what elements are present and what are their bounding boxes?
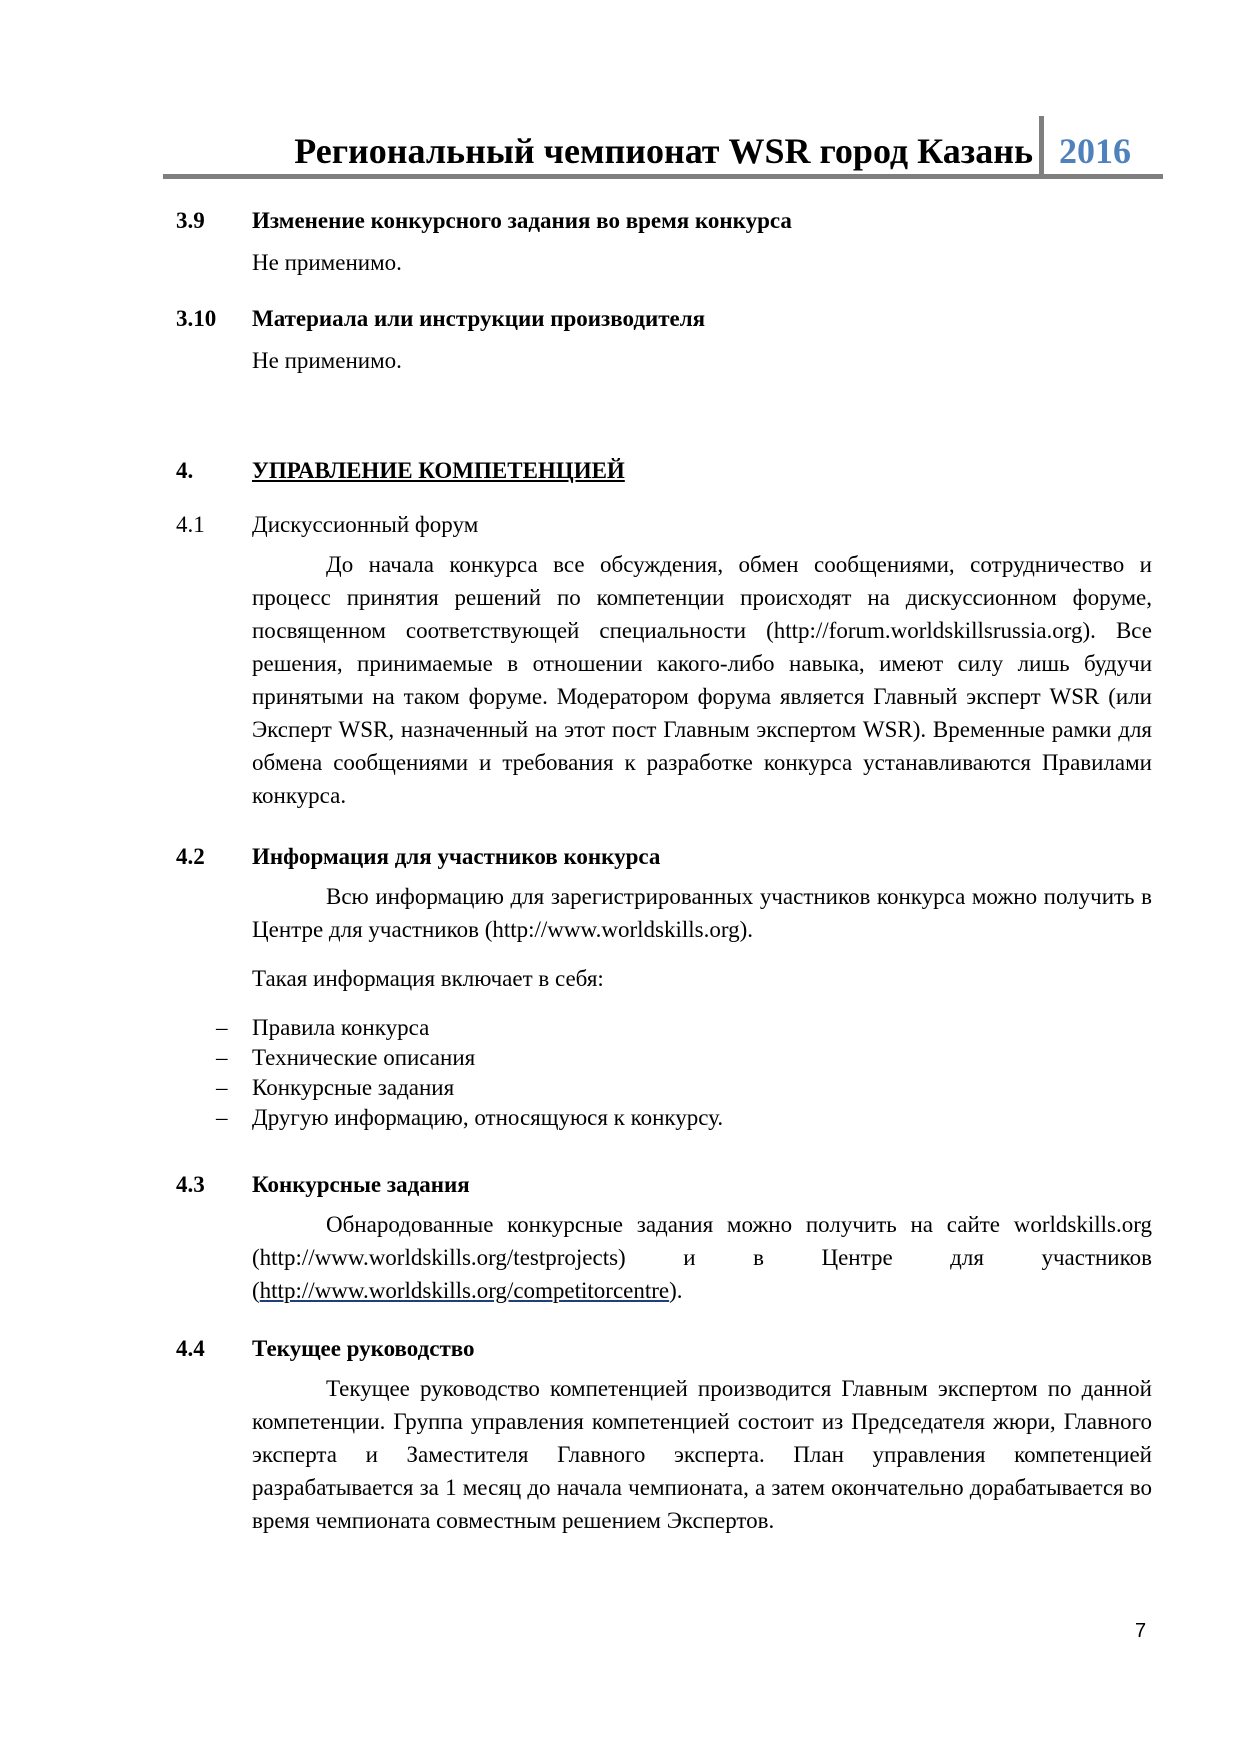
section-title: Изменение конкурсного задания во время конкурса (252, 208, 792, 233)
section-paragraph: Текущее руководство компетенцией производится Главным экспертом по данной компетенции. Группа управления компетенцией состоит из Председателя жюри, Главного эксперта и Заместителя Главного эксперта. План управления компетенцией разрабатывается за 1 месяц до начала чемпионата, а затем окончательно дорабатывается во время чемпионата совместным решением Экспертов. (252, 1376, 1152, 1533)
section-4-4 (176, 1332, 1152, 1537)
section-4-1 (176, 508, 1152, 812)
page-number: 7 (1135, 1620, 1147, 1642)
dash-bullet-icon: – (216, 1075, 228, 1100)
section-number: 4.1 (176, 512, 205, 537)
list-item-text: Технические описания (252, 1045, 476, 1070)
dash-bullet-icon: – (216, 1015, 228, 1040)
list-item-text: Конкурсные задания (252, 1075, 455, 1100)
section-heading (176, 302, 1152, 336)
section-number: 3.10 (176, 306, 217, 331)
section-title: Дискуссионный форум (252, 512, 479, 537)
section-number: 4.2 (176, 844, 205, 869)
section-4 (176, 454, 1152, 488)
competitor-centre-link[interactable]: http://www.worldskills.org/competitorcentre (259, 1278, 670, 1303)
section-3-9 (176, 204, 1152, 279)
header-rule (163, 174, 1163, 179)
header-divider (1039, 116, 1044, 174)
section-heading (176, 840, 1152, 874)
page-header (163, 108, 1163, 180)
list-item (176, 1103, 1152, 1133)
section-paragraph: Всю информацию для зарегистрированных участников конкурса можно получить в Центре для участников (http://www.worldskills.org). (252, 884, 1152, 942)
section-paragraph: До начала конкурса все обсуждения, обмен сообщениями, сотрудничество и процесс принятия решений по компетенции происходят на дискуссионном форуме, посвященном соответствующей специальности (http://forum.worldskillsrussia.org). Все решения, принимаемые в отношении какого-либо навыка, имеют силу лишь будучи принятыми на таком форуме. Модератором форума является Главный эксперт WSR (или Эксперт WSR, назначенный на этот пост Главным экспертом WSR). Временные рамки для обмена сообщениями и требования к разработке конкурса устанавливаются Правилами конкурса. (252, 552, 1152, 808)
section-text: Не применимо. (252, 348, 402, 373)
header-year: 2016 (1059, 131, 1131, 171)
list-item (176, 1043, 1152, 1073)
chapter-heading (176, 454, 1152, 488)
info-list (176, 1013, 1152, 1133)
section-heading (176, 1332, 1152, 1366)
paragraph-text-end: ). (669, 1278, 683, 1303)
list-item (176, 1013, 1152, 1043)
section-title: Текущее руководство (252, 1336, 475, 1361)
section-number: 4.3 (176, 1172, 205, 1197)
list-intro: Такая информация включает в себя: (252, 966, 604, 991)
section-title: Материала или инструкции производителя (252, 306, 706, 331)
header-title: Региональный чемпионат WSR город Казань (294, 131, 1033, 171)
list-item (176, 1073, 1152, 1103)
section-4-2 (176, 840, 1152, 1133)
dash-bullet-icon: – (216, 1105, 228, 1130)
section-title: Конкурсные задания (252, 1172, 470, 1197)
section-number: 3.9 (176, 208, 205, 233)
section-heading (176, 508, 1152, 542)
paragraph-text: Обнародованные конкурсные задания можно получить на сайте worldskills.org (http://www.worldskills.org/testprojects) и в Центре для участников ( (252, 1212, 1152, 1303)
chapter-title: УПРАВЛЕНИЕ КОМПЕТЕНЦИЕЙ (252, 458, 625, 483)
section-title: Информация для участников конкурса (252, 844, 661, 869)
section-paragraph (252, 1208, 1152, 1307)
list-item-text: Другую информацию, относящуюся к конкурсу. (252, 1105, 724, 1130)
section-3-10 (176, 302, 1152, 377)
section-heading (176, 204, 1152, 238)
chapter-number: 4. (176, 458, 194, 483)
section-heading (176, 1168, 1152, 1202)
dash-bullet-icon: – (216, 1045, 228, 1070)
section-4-3 (176, 1168, 1152, 1307)
section-number: 4.4 (176, 1336, 205, 1361)
section-text: Не применимо. (252, 250, 402, 275)
list-item-text: Правила конкурса (252, 1015, 430, 1040)
